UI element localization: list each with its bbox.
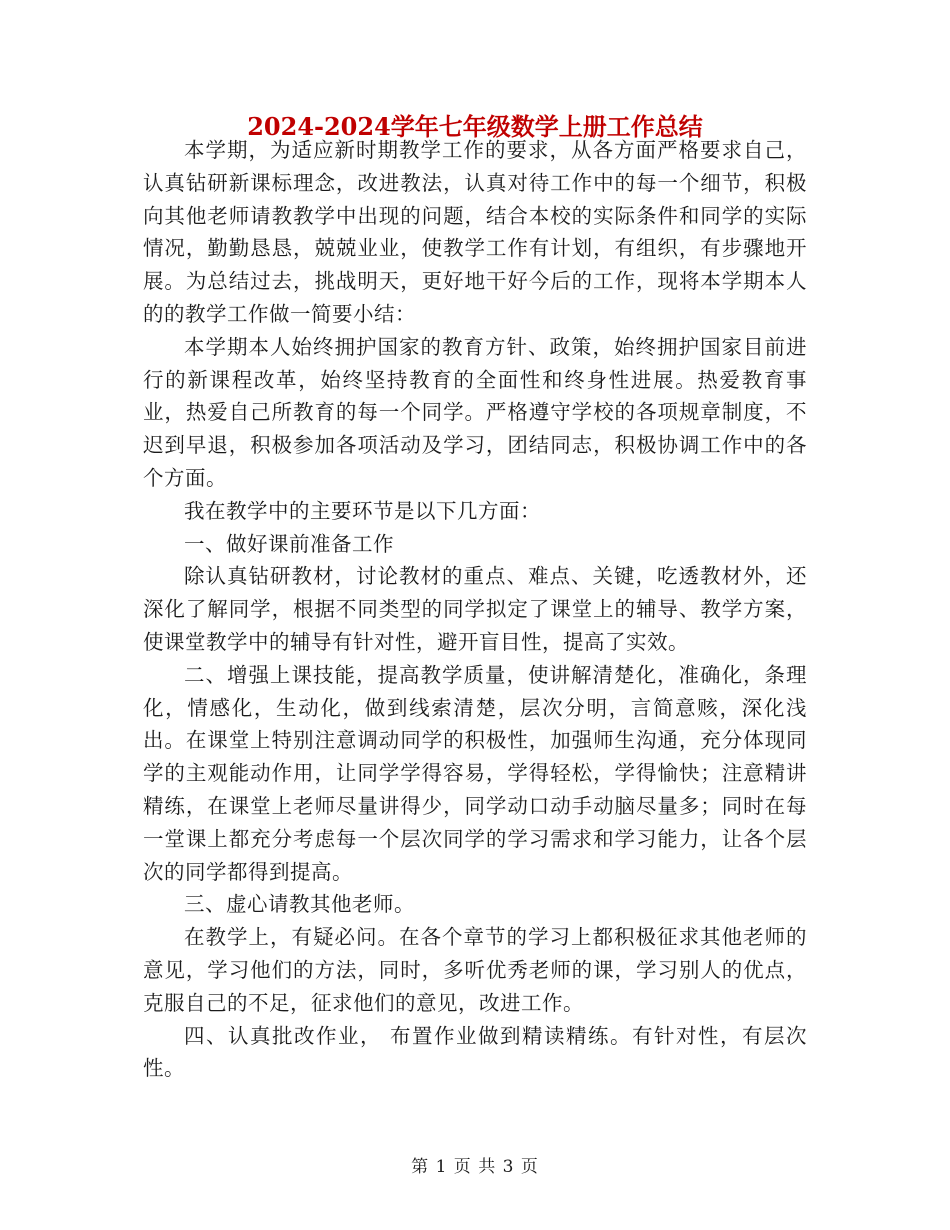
page-number-footer: 第 1 页 共 3 页 — [411, 1157, 539, 1177]
section-heading-3: 三、虚心请教其他老师。 — [184, 892, 415, 917]
document-body — [143, 134, 807, 1085]
paragraph-preparation: 除认真钻研教材，讨论教材的重点、难点、关键，吃透教材外，还深化了解同学，根据不同类型的同学拟定了课堂上的辅导、教学方案，使课堂教学中的辅导有针对性，避开盲目性，提高了实效。 — [143, 564, 807, 654]
section-heading-4-paragraph: 四、认真批改作业， 布置作业做到精读精练。有针对性，有层次性。 — [143, 1023, 807, 1081]
paragraph-main-aspects: 我在教学中的主要环节是以下几方面： — [184, 498, 541, 523]
paragraph-consult: 在教学上，有疑必问。在各个章节的学习上都积极征求其他老师的意见，学习他们的方法，同时，多听优秀老师的课，学习别人的优点，克服自己的不足，征求他们的意见，改进工作。 — [143, 925, 807, 1015]
section-heading-1: 一、做好课前准备工作 — [184, 531, 394, 556]
paragraph-intro: 本学期，为适应新时期教学工作的要求，从各方面严格要求自己，认真钻研新课标理念，改进教法，认真对待工作中的每一个细节，积极向其他老师请教教学中出现的问题，结合本校的实际条件和同学的实际情况，勤勤恳恳，兢兢业业，使教学工作有计划，有组织，有步骤地开展。为总结过去，挑战明天，更好地干好今后的工作，现将本学期本人的的教学工作做一简要小结： — [143, 138, 807, 326]
paragraph-policy: 本学期本人始终拥护国家的教育方针、政策，始终拥护国家目前进行的新课程改革，始终坚持教育的全面性和终身性进展。热爱教育事业，热爱自己所教育的每一个同学。严格遵守学校的各项规章制度，不迟到早退，积极参加各项活动及学习，团结同志，积极协调工作中的各个方面。 — [143, 334, 807, 490]
section-heading-2-paragraph: 二、增强上课技能，提高教学质量，使讲解清楚化，准确化，条理化，情感化，生动化，做到线索清楚，层次分明，言简意赅，深化浅出。在课堂上特别注意调动同学的积极性，加强师生沟通，充分体现同学的主观能动作用，让同学学得容易，学得轻松，学得愉快；注意精讲精练，在课堂上老师尽量讲得少，同学动口动手动脑尽量多；同时在每一堂课上都充分考虑每一个层次同学的学习需求和学习能力，让各个层次的同学都得到提高。 — [143, 662, 807, 884]
document-title: 2024-2024学年七年级数学上册工作总结 — [247, 112, 703, 141]
